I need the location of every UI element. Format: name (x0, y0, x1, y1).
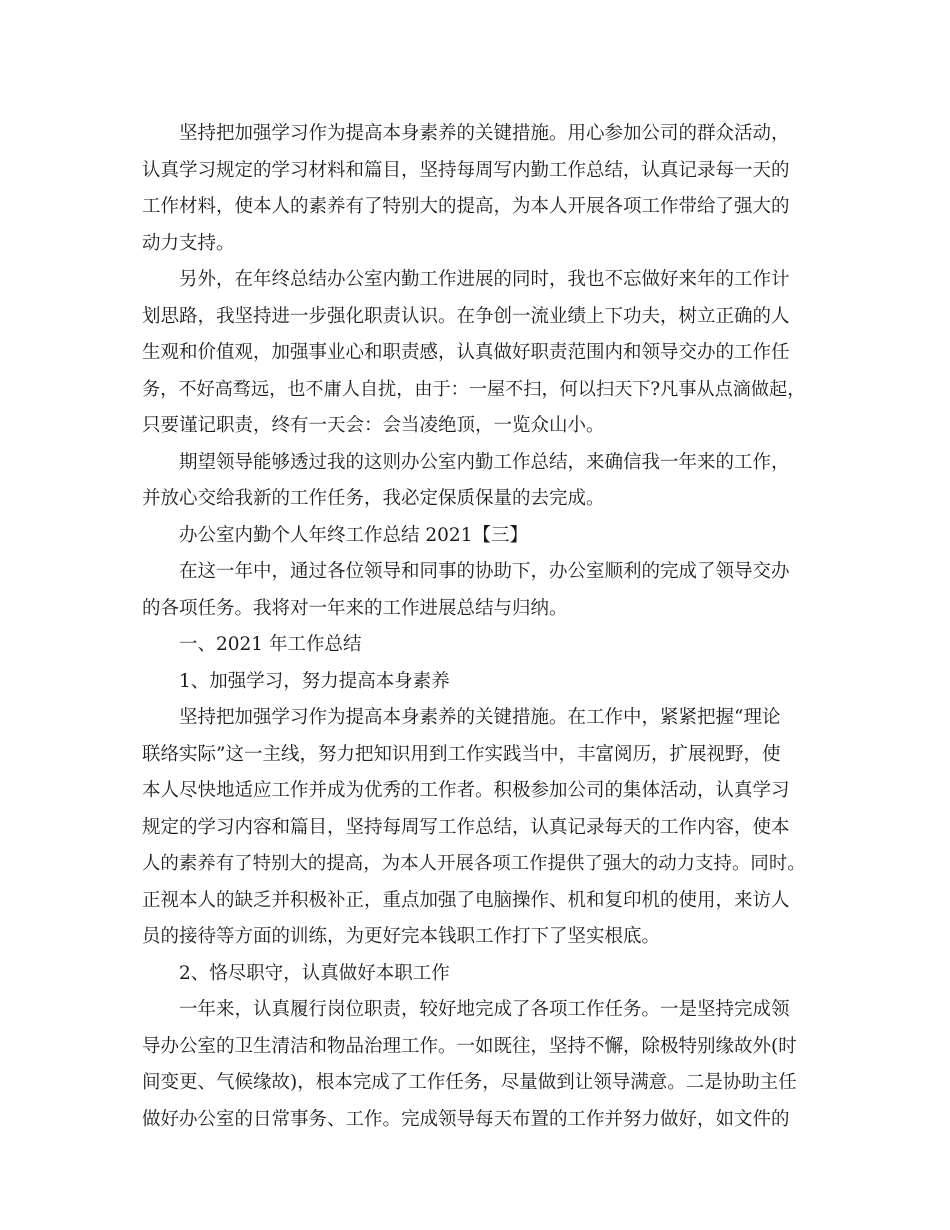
paragraph-p1 (142, 116, 806, 262)
text-line: 一、2021 年工作总结 (142, 634, 362, 655)
paragraph-p10 (142, 992, 806, 1138)
text-line: 另外，在年终总结办公室内勤工作进展的同时，我也不忘做好来年的工作计 (142, 269, 790, 290)
text-line: 坚持把加强学习作为提高本身素养的关键措施。在工作中，紧紧把握“理论 (142, 707, 781, 728)
text-line: 动力支持。 (142, 232, 235, 254)
text-line: 正视本人的缺乏并积极补正，重点加强了电脑操作、机和复印机的使用，来访人 (142, 889, 790, 911)
text-line: 的各项任务。我将对一年来的工作进展总结与归纳。 (142, 597, 568, 619)
text-line: 工作材料，使本人的素养有了特别大的提高，为本人开展各项工作带给了强大的 (142, 196, 790, 217)
text-line: 认真学习规定的学习材料和篇目，坚持每周写内勤工作总结，认真记录每一天的 (142, 159, 790, 181)
text-line: 规定的学习内容和篇目，坚持每周写工作总结，认真记录每天的工作内容，使本 (142, 816, 790, 838)
paragraph-p3 (142, 445, 806, 518)
text-line: 1、加强学习，努力提高本身素养 (142, 670, 450, 692)
paragraph-p9 (142, 956, 806, 993)
paragraph-p2 (142, 262, 806, 445)
document-body (142, 116, 806, 1138)
text-line: 生观和价值观，加强事业心和职责感，认真做好职责范围内和领导交办的工作任 (142, 342, 790, 363)
text-line: 本人尽快地适应工作并成为优秀的工作者。积极参加公司的集体活动，认真学习 (142, 780, 790, 801)
text-line: 联络实际”这一主线，努力把知识用到工作实践当中，丰富阅历，扩展视野，使 (142, 743, 781, 765)
text-line: 间变更、气候缘故)，根本完成了工作任务，尽量做到让领导满意。二是协助主任 (142, 1072, 797, 1093)
text-line: 务，不好高骛远，也不庸人自扰，由于：一屋不扫，何以扫天下?凡事从点滴做起， (142, 378, 806, 400)
text-line: 导办公室的卫生清洁和物品治理工作。一如既往，坚持不懈，除极特别缘故外(时 (142, 1035, 797, 1057)
paragraph-p4 (142, 518, 806, 555)
text-line: 员的接待等方面的训练，为更好完本钱职工作打下了坚实根底。 (142, 926, 661, 947)
text-line: 在这一年中，通过各位领导和同事的协助下，办公室顺利的完成了领导交办 (142, 561, 790, 582)
paragraph-p6 (142, 627, 806, 664)
text-line: 只要谨记职责，终有一天会：会当凌绝顶，一览众山小。 (142, 415, 605, 436)
text-line: 并放心交给我新的工作任务，我必定保质保量的去完成。 (142, 488, 605, 509)
text-line: 划思路，我坚持进一步强化职责认识。在争创一流业绩上下功夫，树立正确的人 (142, 305, 790, 327)
text-line: 做好办公室的日常事务、工作。完成领导每天布置的工作并努力做好，如文件的 (142, 1108, 790, 1130)
paragraph-p7 (142, 664, 806, 701)
text-line: 一年来，认真履行岗位职责，较好地完成了各项工作任务。一是坚持完成领 (142, 999, 790, 1020)
text-line: 2、恪尽职守，认真做好本职工作 (142, 962, 450, 984)
text-line: 办公室内勤个人年终工作总结 2021【三】 (142, 524, 528, 546)
paragraph-p8 (142, 700, 806, 956)
paragraph-p5 (142, 554, 806, 627)
text-line: 坚持把加强学习作为提高本身素养的关键措施。用心参加公司的群众活动， (142, 123, 790, 144)
text-line: 期望领导能够透过我的这则办公室内勤工作总结，来确信我一年来的工作， (142, 451, 790, 473)
text-line: 人的素养有了特别大的提高，为本人开展各项工作提供了强大的动力支持。同时。 (142, 853, 806, 874)
